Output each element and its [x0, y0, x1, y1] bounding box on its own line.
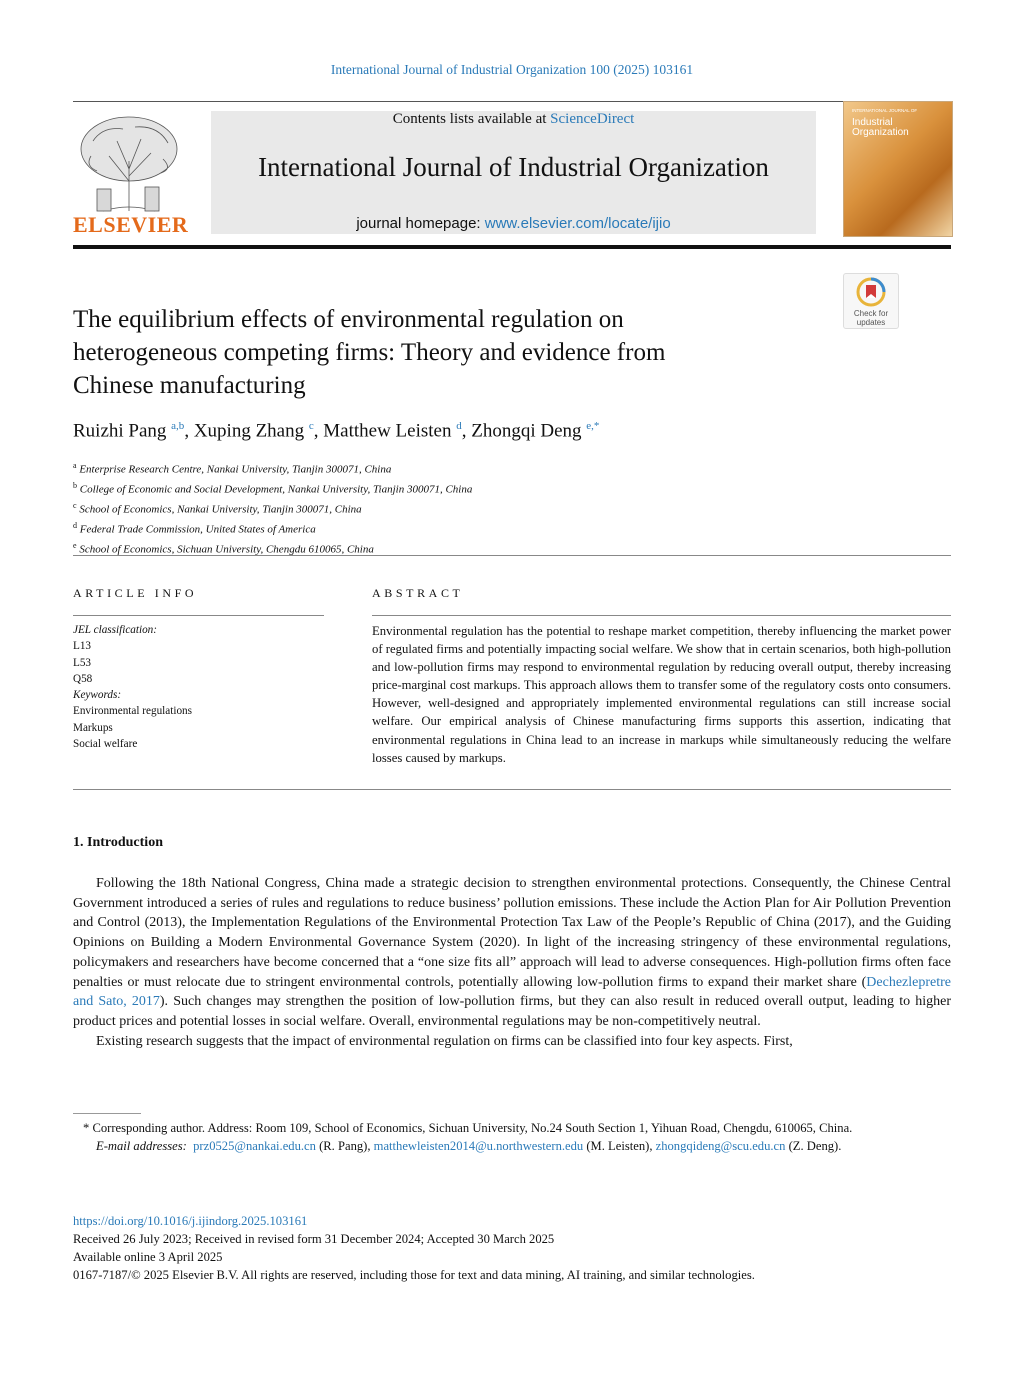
homepage-line [211, 215, 816, 232]
check-label-line: Check for [853, 309, 889, 318]
affil-text: Enterprise Research Centre, Nankai University, Tianjin 300071, China [79, 463, 392, 476]
author-affil-marker[interactable]: a,b [171, 420, 185, 432]
jel-code: L53 [73, 656, 92, 669]
cover-title [852, 118, 942, 138]
affiliation-list [73, 458, 472, 558]
body-paragraph: Existing research suggests that the impact of environmental regulation on firms can be classified into four key aspects. First, [96, 1033, 793, 1049]
check-label-line: updates [856, 318, 886, 327]
doi-link[interactable]: https://doi.org/10.1016/j.ijindorg.2025.103161 [73, 1214, 308, 1228]
email-owner: (M. Leisten), [583, 1139, 656, 1153]
affil-divider [73, 555, 951, 556]
title-line: The equilibrium effects of environmental regulation on [73, 306, 624, 333]
keyword: Environmental regulations [73, 705, 192, 718]
affiliation-item [73, 498, 472, 518]
email-label: E-mail addresses: [96, 1139, 187, 1153]
cover-title-line: Industrial [852, 117, 893, 128]
elsevier-wordmark: ELSEVIER [73, 212, 189, 237]
abstract-heading: ABSTRACT [372, 586, 464, 600]
email-note [73, 1137, 951, 1155]
affiliation-item [73, 518, 472, 538]
affil-text: Federal Trade Commission, United States of America [79, 523, 316, 536]
email-owner: (Z. Deng). [785, 1139, 842, 1153]
title-line: heterogeneous competing firms: Theory and evidence from [73, 339, 666, 366]
abstract-text: Environmental regulation has the potential to reshape market competition, thereby influencing the market power of regulated firms and potentially impacting social welfare. We show that in certain scenarios, both high-pollution and low-pollution firms may respond to environmental regulation by reducing overall output, thereby increasing price-marginal cost markups. This approach allows them to transfer some of the regulatory costs onto consumers. However, well-designed and appropriately implemented environmental regulations can still increase social welfare. Our empirical analysis of Chinese manufacturing firms supports this assertion, indicating that environmental regulations in China lead to an increase in markups while simultaneously reducing the welfare losses caused by markups. [372, 624, 951, 765]
author-sep: , [184, 420, 194, 442]
contents-prefix: Contents lists available at [392, 111, 551, 127]
paragraph-text: Following the 18th National Congress, China made a strategic decision to strengthen environmental protections. Consequently, the Chinese Central Government introduced a series of rules and regulations to reduce business’ pollution emissions. These include the Action Plan for Air Pollution Prevention and Control (2013), the Implementation Regulations of the Environmental Protection Tax Law of the People’s Republic of China (2017), and the Guiding Opinions on Building a Modern Environmental Governance System (2020). In light of the increasing stringency of these environmental regulations, policymakers and researchers have become concerned that a “one size fits all” approach will lead to adverse consequences. High-pollution firms often face penalties or must relocate due to stringent environmental controls, potentially allowing low-pollution firms to expand their market share ( [73, 876, 951, 990]
footnote [73, 1119, 951, 1155]
affil-key: d [73, 520, 77, 530]
author-sep: , [461, 420, 472, 442]
journal-reference[interactable]: International Journal of Industrial Organization 100 (2025) 103161 [330, 62, 694, 77]
affiliation-item [73, 458, 472, 478]
homepage-prefix: journal homepage: [356, 215, 485, 232]
introduction-body [73, 874, 951, 1051]
cover-small-text: INTERNATIONAL JOURNAL OF [852, 108, 918, 113]
author-list [73, 420, 599, 442]
author-affil-marker[interactable]: d [456, 420, 462, 432]
footnote-rule [73, 1113, 141, 1114]
affil-text: School of Economics, Sichuan University, Chengdu 610065, China [79, 543, 374, 556]
jel-label: JEL classification: [73, 624, 158, 636]
header-thick-rule [73, 245, 951, 249]
author-name[interactable]: Zhongqi Deng [471, 420, 582, 442]
section-heading-introduction: 1. Introduction [73, 835, 163, 850]
affiliation-item [73, 478, 472, 498]
author-sep: , [313, 420, 324, 442]
article-info-heading: ARTICLE INFO [73, 586, 198, 600]
author-name[interactable]: Matthew Leisten [323, 420, 452, 442]
email-owner: (R. Pang), [315, 1139, 374, 1153]
affil-key: c [73, 500, 77, 510]
jel-code: Q58 [73, 672, 93, 685]
keyword: Social welfare [73, 738, 138, 751]
top-rule [73, 101, 951, 102]
affil-key: a [73, 461, 77, 470]
contents-line [211, 111, 816, 128]
author-name[interactable]: Ruizhi Pang [73, 420, 167, 442]
keywords-label: Keywords: [73, 689, 122, 702]
author-affil-marker[interactable]: e,* [586, 420, 600, 432]
keyword: Markups [73, 721, 113, 734]
email-link[interactable]: zhongqideng@scu.edu.cn [655, 1139, 786, 1153]
abstract-rule [372, 615, 951, 616]
abstract-bottom-rule [73, 789, 951, 790]
journal-title: International Journal of Industrial Organization [258, 152, 769, 182]
article-info-list [73, 622, 192, 752]
email-link[interactable]: prz0525@nankai.edu.cn [193, 1139, 316, 1153]
title-line: Chinese manufacturing [73, 372, 306, 399]
citation-link[interactable]: Dechezlepretre and Sato, 2017 [73, 974, 951, 1010]
check-updates-label [844, 309, 898, 327]
publication-info [73, 1212, 755, 1284]
homepage-link[interactable]: www.elsevier.com/locate/ijio [484, 215, 671, 232]
sciencedirect-link[interactable]: ScienceDirect [550, 111, 635, 127]
online-date: Available online 3 April 2025 [73, 1250, 223, 1264]
body-paragraph [73, 874, 951, 1032]
author-name[interactable]: Xuping Zhang [193, 420, 305, 442]
email-link[interactable]: matthewleisten2014@u.northwestern.edu [373, 1139, 584, 1153]
article-info-rule [73, 615, 324, 616]
affil-text: School of Economics, Nankai University, Tianjin 300071, China [79, 503, 362, 516]
paper-title [73, 303, 813, 402]
author-affil-marker[interactable]: c [308, 420, 314, 432]
cover-title-line: Organization [852, 127, 909, 138]
jel-code: L13 [73, 640, 92, 653]
corresponding-author-note: * Corresponding author. Address: Room 109, School of Economics, Sichuan University, No.24 South Section 1, Yihuan Road, Chengdu, 610065, China. [83, 1121, 853, 1135]
affil-key: b [73, 480, 77, 490]
paragraph-text: ). Such changes may strengthen the position of low-pollution firms, but they can also result in reduced overall output, leading to higher product prices and potential losses in social welfare. Overall, environmental regulations may be non-competitively neutral. [73, 994, 951, 1029]
affil-text: College of Economic and Social Development, Nankai University, Tianjin 300071, China [79, 483, 473, 496]
copyright-notice: 0167-7187/© 2025 Elsevier B.V. All rights are reserved, including those for text and data mining, AI training, and similar technologies. [73, 1268, 755, 1282]
check-updates-icon [856, 277, 886, 307]
received-dates: Received 26 July 2023; Received in revised form 31 December 2024; Accepted 30 March 2025 [73, 1232, 555, 1246]
check-for-updates-badge[interactable] [843, 273, 899, 329]
affil-key: e [73, 540, 77, 550]
